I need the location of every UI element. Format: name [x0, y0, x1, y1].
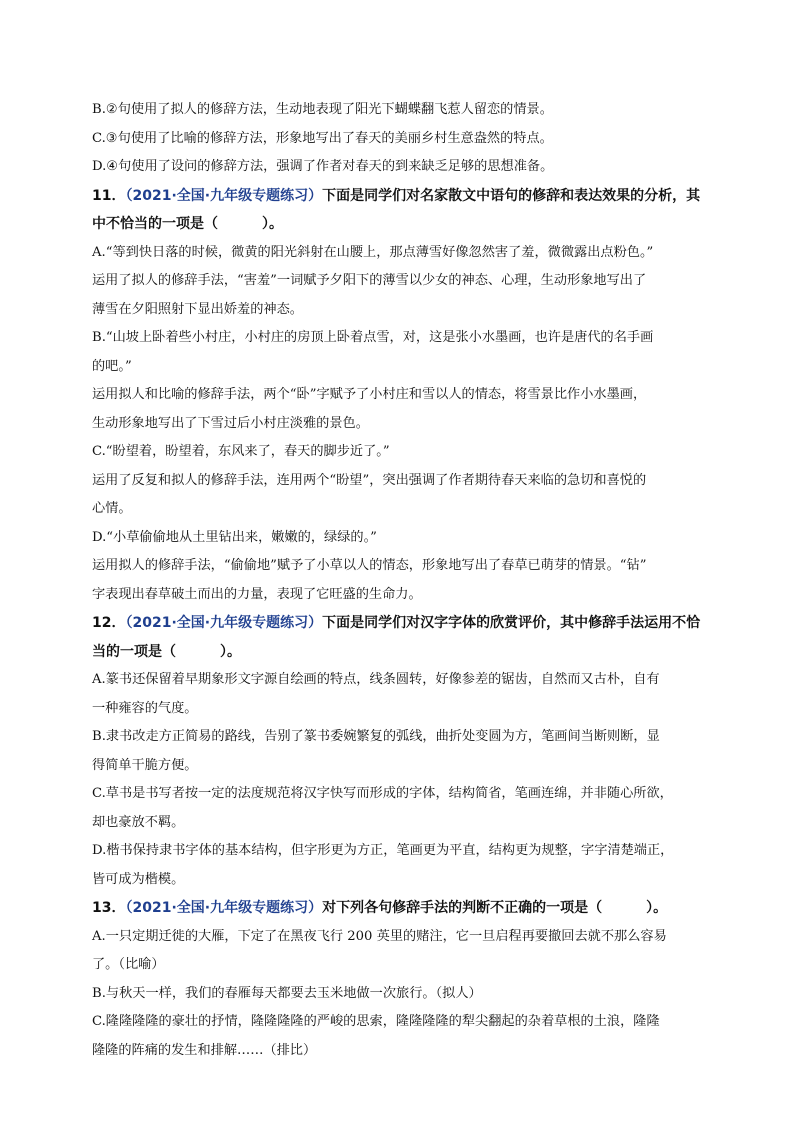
- question-text: 当的一项是（: [92, 643, 176, 660]
- option-line: B.②句使用了拟人的修辞方法，生动地表现了阳光下蝴蝶翻飞惹人留恋的情景。: [92, 102, 553, 117]
- exam-content: [92, 96, 704, 1065]
- option-line: C.隆隆隆隆的豪壮的抒情，隆隆隆隆的严峻的思索，隆隆隆隆的犁尖翻起的杂着草根的土浪，隆隆: [92, 1014, 660, 1029]
- question-text: ）。: [220, 643, 241, 660]
- option-line: A.一只定期迁徙的大雁，下定了在黑夜飞行 200 英里的赌注，它一旦启程再要撤回去就不那么容易: [92, 928, 667, 944]
- question-13-stem: [92, 894, 704, 923]
- option-line: C.草书是书写者按一定的法度规范将汉字快写而形成的字体，结构简省，笔画连绵，并非随心所欲，: [92, 786, 673, 801]
- option-line: D.楷书保持隶书字体的基本结构，但字形更为方正，笔画更为平直，结构更为规整，字字清楚端正，: [92, 843, 674, 858]
- option-line: 运用拟人和比喻的修辞手法，两个“卧”字赋予了小村庄和雪以人的情态，将雪景比作小水墨画，: [92, 387, 647, 402]
- option-line: 一种雍容的气度。: [92, 700, 198, 716]
- question-12-stem: [92, 609, 704, 638]
- option-line: 皆可成为楷模。: [92, 871, 185, 887]
- option-line: 运用了反复和拟人的修辞手法，连用两个“盼望”，突出强调了作者期待春天来临的急切和喜悦的: [92, 472, 647, 488]
- question-text: ）。: [262, 216, 283, 232]
- question-12-stem-cont: [92, 638, 704, 667]
- question-text: 对下列各句修辞手法的判断不正确的一项是（: [322, 900, 603, 916]
- option-line: 生动形象地写出了下雪过后小村庄淡雅的景色。: [92, 415, 369, 431]
- option-line: D.④句使用了设问的修辞方法，强调了作者对春天的到来缺乏足够的思想准备。: [92, 159, 554, 174]
- question-11-stem: [92, 182, 704, 211]
- question-text: 下面是同学们对汉字字体的欣赏评价，其中修辞手法运用不恰: [322, 615, 701, 631]
- option-line: A.“等到快日落的时候，微黄的阳光斜射在山腰上，那点薄雪好像忽然害了羞，微微露出点粉色。”: [92, 244, 654, 260]
- option-line: 薄雪在夕阳照射下显出娇羞的神态。: [92, 301, 303, 317]
- option-line: 的吧。”: [92, 358, 132, 374]
- option-line: D.“小草偷偷地从土里钻出来，嫩嫩的，绿绿的。”: [92, 529, 377, 545]
- option-line: 了。（比喻）: [92, 957, 165, 972]
- question-text: 中不恰当的一项是（: [92, 216, 218, 232]
- question-source: （2021·全国·九年级专题练习）: [125, 187, 323, 204]
- option-line: B.隶书改走方正简易的路线，告别了篆书委婉繁复的弧线，曲折处变圆为方，笔画间当断则断，显: [92, 729, 660, 744]
- option-line: 隆隆的阵痛的发生和排解……（排比）: [92, 1042, 317, 1058]
- option-line: 得简单干脆方便。: [92, 757, 198, 773]
- option-line: C.“盼望着，盼望着，东风来了，春天的脚步近了。”: [92, 444, 390, 459]
- question-number: 12．: [92, 615, 126, 631]
- option-line: 字表现出春草破土而出的力量，表现了它旺盛的生命力。: [92, 586, 422, 602]
- question-number: 11．: [92, 187, 126, 204]
- option-line: 却也豪放不羁。: [92, 814, 185, 830]
- option-line: 心情。: [92, 501, 132, 516]
- option-line: C.③句使用了比喻的修辞方法，形象地写出了春天的美丽乡村生意盎然的特点。: [92, 130, 553, 146]
- question-text: ）。: [646, 900, 668, 916]
- question-number: 13．: [92, 900, 126, 916]
- question-source: （2021·全国·九年级专题练习）: [125, 615, 323, 631]
- option-line: B.“山坡上卧着些小村庄，小村庄的房顶上卧着点雪，对，这是张小水墨画，也许是唐代的名手画: [92, 330, 654, 345]
- option-line: 运用了拟人的修辞手法，“害羞”一词赋予夕阳下的薄雪以少女的神态、心理，生动形象地写出了: [92, 273, 647, 288]
- question-text: 下面是同学们对名家散文中语句的修辞和表达效果的分析，其: [322, 187, 701, 204]
- option-line: A.篆书还保留着早期象形文字源自绘画的特点，线条圆转，好像参差的锯齿，自然而又古朴，自有: [92, 672, 660, 687]
- question-source: （2021·全国·九年级专题练习）: [125, 900, 323, 916]
- option-line: 运用拟人的修辞手法，“偷偷地”赋予了小草以人的情态，形象地写出了春草已萌芽的情景。“钻”: [92, 558, 647, 573]
- question-11-stem-cont: [92, 210, 704, 239]
- option-line: B.与秋天一样，我们的春雁每天都要去玉米地做一次旅行。（拟人）: [92, 985, 482, 1001]
